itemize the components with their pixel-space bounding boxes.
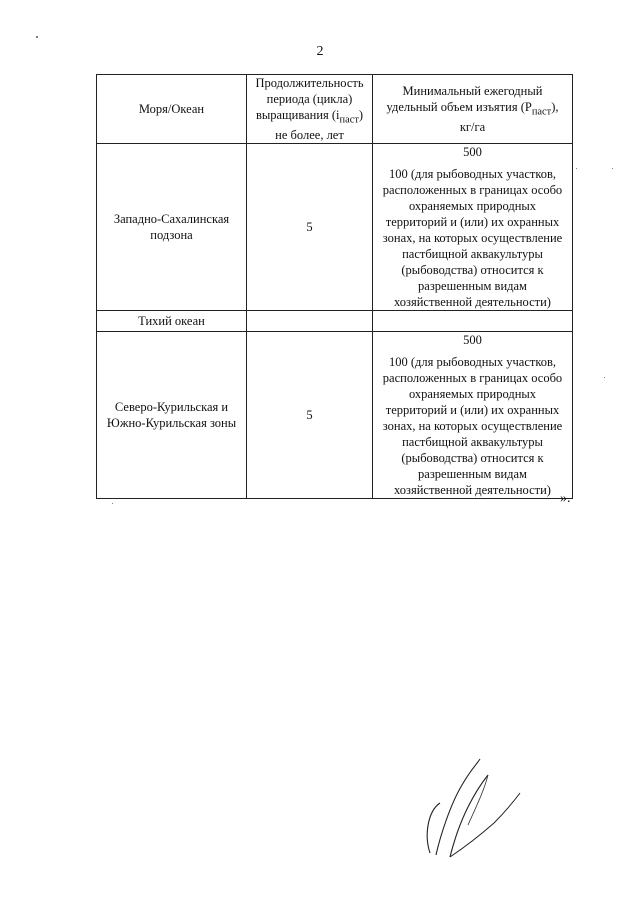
cell-duration bbox=[247, 311, 373, 332]
cell-sea: Западно-Сахалинская подзона bbox=[97, 144, 247, 311]
table-header-row bbox=[97, 75, 573, 144]
cell-volume bbox=[373, 144, 573, 311]
scan-speck bbox=[604, 377, 605, 378]
scan-speck bbox=[36, 36, 38, 38]
header-duration: Продолжительность периода (цикла) выращивания $(i_{паст})$ не более, лет bbox=[247, 75, 373, 144]
header-sea: Моря/Океан bbox=[97, 75, 247, 144]
cell-sea: Тихий океан bbox=[97, 311, 247, 332]
volume-main: 500 bbox=[463, 145, 482, 159]
table-row bbox=[97, 144, 573, 311]
cell-duration: 5 bbox=[247, 144, 373, 311]
volume-note: 100 (для рыбоводных участков, расположенных в границах особо охраняемых природных территорий и (или) их охранных зонах, на которых осуществление пастбищной аквакультуры (рыбоводства) относится к разрешенным видам хозяйственной деятельности) bbox=[382, 355, 563, 497]
volume-main: 500 bbox=[463, 333, 482, 347]
closing-quote: ». bbox=[560, 491, 571, 506]
cell-volume bbox=[373, 332, 573, 499]
aquaculture-norms-table bbox=[96, 74, 573, 499]
handwritten-signature bbox=[410, 745, 530, 865]
page-number: 2 bbox=[316, 44, 324, 59]
scan-speck bbox=[112, 503, 113, 504]
header-volume: Минимальный ежегодный удельный объем изъятия $(P_{паст})$, кг/га bbox=[373, 75, 573, 144]
volume-note: 100 (для рыбоводных участков, расположенных в границах особо охраняемых природных территорий и (или) их охранных зонах, на которых осуществление пастбищной аквакультуры (рыбоводства) относится к разрешенным видам хозяйственной деятельности) bbox=[382, 167, 563, 309]
table-row bbox=[97, 311, 573, 332]
table-row bbox=[97, 332, 573, 499]
cell-volume bbox=[373, 311, 573, 332]
scan-speck bbox=[576, 168, 577, 169]
cell-sea: Северо-Курильская и Южно-Курильская зоны bbox=[97, 332, 247, 499]
cell-duration: 5 bbox=[247, 332, 373, 499]
scan-speck bbox=[612, 168, 613, 169]
